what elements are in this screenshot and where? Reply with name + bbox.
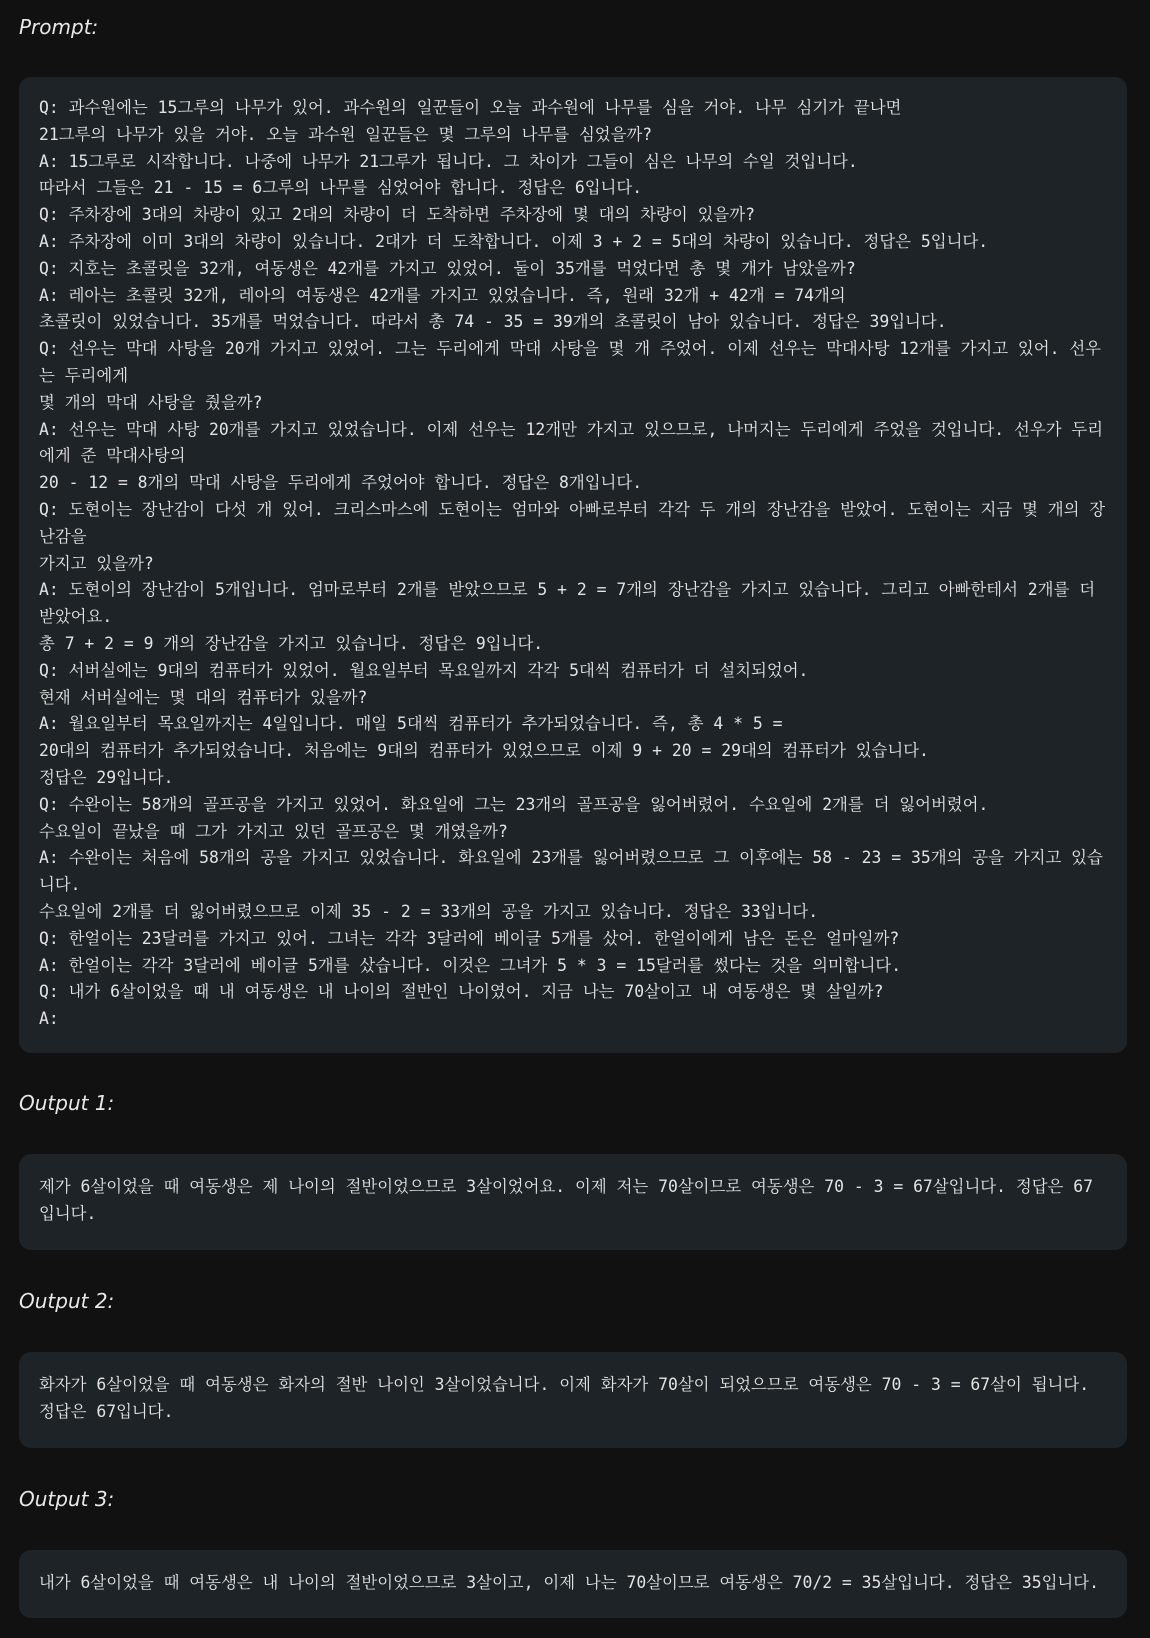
prompt-text-block: Q: 과수원에는 15그루의 나무가 있어. 과수원의 일꾼들이 오늘 과수원에 나무를 심을 거야. 나무 심기가 끝나면 21그루의 나무가 있을 거야. 오늘 과수원 일꾼들은 몇 그루의 나무를 심었을까? A: 15그루로 시작합니다. 나중에 나무가 21그루가 됩니다. 그 차이가 그들이 심은 나무의 수일 것입니다. 따라서 그들은 21 - 15 = 6그루의 나무를 심었어야 합니다. 정답은 6입니다. Q: 주차장에 3대의 차량이 있고 2대의 차량이 더 도착하면 주차장에 몇 대의 차량이 있을까? A: 주차장에 이미 3대의 차량이 있습니다. 2대가 더 도착합니다. 이제 3 + 2 = 5대의 차량이 있습니다. 정답은 5입니다. Q: 지호는 초콜릿을 32개, 여동생은 42개를 가지고 있었어. 둘이 35개를 먹었다면 총 몇 개가 남았을까? A: 레아는 초콜릿 32개, 레아의 여동생은 42개를 가지고 있었습니다. 즉, 원래 32개 + 42개 = 74개의 초콜릿이 있었습니다. 35개를 먹었습니다. 따라서 총 74 - 35 = 39개의 초콜릿이 남아 있습니다. 정답은 39입니다. Q: 선우는 막대 사탕을 20개 가지고 있었어. 그는 두리에게 막대 사탕을 몇 개 주었어. 이제 선우는 막대사탕 12개를 가지고 있어. 선우는 두리에게 몇 개의 막대 사탕을 줬을까? A: 선우는 막대 사탕 20개를 가지고 있었습니다. 이제 선우는 12개만 가지고 있으므로, 나머지는 두리에게 주었을 것입니다. 선우가 두리에게 준 막대사탕의 20 - 12 = 8개의 막대 사탕을 두리에게 주었어야 합니다. 정답은 8개입니다. Q: 도현이는 장난감이 다섯 개 있어. 크리스마스에 도현이는 엄마와 아빠로부터 각각 두 개의 장난감을 받았어. 도현이는 지금 몇 개의 장난감을 가지고 있을까? A: 도현이의 장난감이 5개입니다. 엄마로부터 2개를 받았으므로 5 + 2 = 7개의 장난감을 가지고 있습니다. 그리고 아빠한테서 2개를 더 받았어요. 총 7 + 2 = 9 개의 장난감을 가지고 있습니다. 정답은 9입니다. Q: 서버실에는 9대의 컴퓨터가 있었어. 월요일부터 목요일까지 각각 5대씩 컴퓨터가 더 설치되었어. 현재 서버실에는 몇 대의 컴퓨터가 있을까? A: 월요일부터 목요일까지는 4일입니다. 매일 5대씩 컴퓨터가 추가되었습니다. 즉, 총 4 * 5 = 20대의 컴퓨터가 추가되었습니다. 처음에는 9대의 컴퓨터가 있었으므로 이제 9 + 20 = 29대의 컴퓨터가 있습니다. 정답은 29입니다. Q: 수완이는 58개의 골프공을 가지고 있었어. 화요일에 그는 23개의 골프공을 잃어버렸어. 수요일에 2개를 더 잃어버렸어. 수요일이 끝났을 때 그가 가지고 있던 골프공은 몇 개였을까? A: 수완이는 처음에 58개의 공을 가지고 있었습니다. 화요일에 23개를 잃어버렸으므로 그 이후에는 58 - 23 = 35개의 공을 가지고 있습니다. 수요일에 2개를 더 잃어버렸으므로 이제 35 - 2 = 33개의 공을 가지고 있습니다. 정답은 33입니다. Q: 한얼이는 23달러를 가지고 있어. 그녀는 각각 3달러에 베이글 5개를 샀어. 한얼이에게 남은 돈은 얼마일까? A: 한얼이는 각각 3달러에 베이글 5개를 샀습니다. 이것은 그녀가 5 * 3 = 15달러를 썼다는 것을 의미합니다. Q: 내가 6살이었을 때 내 여동생은 내 나이의 절반인 나이였어. 지금 나는 70살이고 내 여동생은 몇 살일까? A: — [19, 77, 1127, 1053]
output-2-text-block: 화자가 6살이었을 때 여동생은 화자의 절반 나이인 3살이었습니다. 이제 화자가 70살이 되었으므로 여동생은 70 - 3 = 67살이 됩니다. 정답은 67입니다. — [19, 1352, 1127, 1448]
output-3-label: Output 3: — [19, 1487, 115, 1511]
output-3-text-block: 내가 6살이었을 때 여동생은 내 나이의 절반이었으므로 3살이고, 이제 나는 70살이므로 여동생은 70/2 = 35살입니다. 정답은 35입니다. — [19, 1550, 1127, 1618]
output-1-label: Output 1: — [19, 1091, 115, 1115]
output-2-label: Output 2: — [19, 1289, 115, 1313]
prompt-label: Prompt: — [19, 15, 99, 39]
output-1-text-block: 제가 6살이었을 때 여동생은 제 나이의 절반이었으므로 3살이었어요. 이제 저는 70살이므로 여동생은 70 - 3 = 67살입니다. 정답은 67입니다. — [19, 1154, 1127, 1250]
